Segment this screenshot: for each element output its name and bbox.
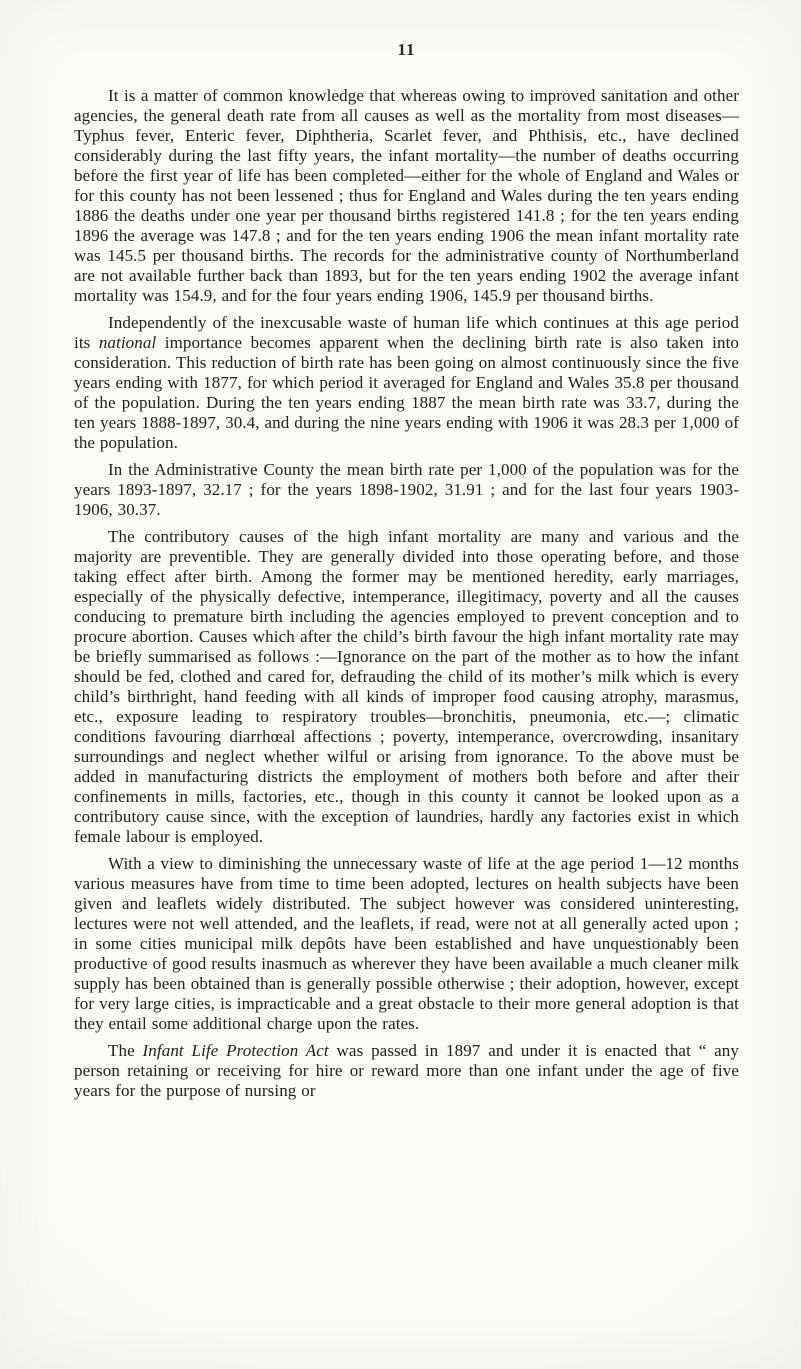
text-segment: importance becomes apparent when the declining birth rate is also taken into consideration. This reduction of birth rate has been going on almost continuously since the five years ending with 1877, for which period it averaged for England and Wales 35.8 per thousand of the population. During the ten years ending 1887 the mean birth rate was 33.7, during the ten years 1888-1897, 30.4, and during the nine years ending with 1906 it was 28.3 per 1,000 of the population.: [74, 333, 739, 452]
document-body: [74, 86, 739, 1101]
text-segment: With a view to diminishing the unnecessary waste of life at the age period 1—12 months various measures have from time to time been adopted, lectures on health subjects have been given and leaflets widely distributed. The subject however was considered uninteresting, lectures were not well attended, and the leaflets, if read, were not at all generally acted upon ; in some cities municipal milk depôts have been established and have unquestionably been productive of good results inasmuch as wherever they have been available a much cleaner milk supply has been obtained than is generally possible otherwise ; their adoption, however, except for very large cities, is impracticable and a great obstacle to their more general adoption is that they entail some additional charge upon the rates.: [74, 854, 739, 1033]
paragraph-measures-adopted: [74, 854, 739, 1034]
paragraph-infant-mortality-trends: [74, 86, 739, 306]
page-number: 11: [397, 40, 416, 59]
paragraph-infant-life-protection-act: [74, 1041, 739, 1101]
text-segment: It is a matter of common knowledge that whereas owing to improved sanitation and other agencies, the general death rate from all causes as well as the mortality from most diseases—Typhus fever, Enteric fever, Diphtheria, Scarlet fever, and Phthisis, etc., have declined considerably during the last fifty years, the infant mortality—the number of deaths occurring before the first year of life has been completed—either for the whole of England and Wales or for this county has not been lessened ; thus for England and Wales during the ten years ending 1886 the deaths under one year per thousand births registered 141.8 ; for the ten years ending 1896 the average was 147.8 ; and for the ten years ending 1906 the mean infant mortality rate was 145.5 per thousand births. The records for the administrative county of Northumberland are not available further back than 1893, but for the ten years ending 1902 the average infant mortality was 154.9, and for the four years ending 1906, 145.9 per thousand births.: [74, 86, 739, 305]
paragraph-administrative-county-birth-rate: [74, 460, 739, 520]
text-segment: The contributory causes of the high infant mortality are many and various and the majority are preventible. They are generally divided into those operating before, and those taking effect after birth. Among the former may be mentioned heredity, early marriages, especially of the physically defective, intemperance, illegitimacy, poverty and all the causes conducing to premature birth including the agencies employed to prevent conception and to procure abortion. Causes which after the child’s birth favour the high infant mortality rate may be briefly summarised as follows :—Ignorance on the part of the mother as to how the infant should be fed, clothed and cared for, defrauding the child of its mother’s milk which is every child’s birthright, hand feeding with all kinds of improper food causing atrophy, marasmus, etc., exposure leading to respiratory troubles—bronchitis, pneumonia, etc.—; climatic conditions favouring diarrhœal affections ; poverty, intemperance, overcrowding, insanitary surroundings and neglect whether wilful or arising from ignorance. To the above must be added in manufacturing districts the employment of mothers both before and after their confinements in mills, factories, etc., though in this county it cannot be looked upon as a contributory cause since, with the exception of laundries, hardly any factories exist in which female labour is employed.: [74, 527, 739, 846]
text-segment: In the Administrative County the mean birth rate per 1,000 of the population was for the years 1893-1897, 32.17 ; for the years 1898-1902, 31.91 ; and for the last four years 1903-1906, 30.37.: [74, 460, 739, 519]
italic-text-segment: Infant Life Protection Act: [142, 1041, 329, 1060]
text-segment: Independently of the inexcusable waste of human life which continues at this age period its: [74, 313, 739, 352]
text-segment: was passed in 1897 and under it is enacted that “ any person retaining or receiving for hire or reward more than one infant under the age of five years for the purpose of nursing or: [74, 1041, 739, 1100]
text-segment: The: [108, 1041, 143, 1060]
paragraph-declining-birth-rate: [74, 313, 739, 453]
paragraph-contributory-causes: [74, 527, 739, 847]
italic-text-segment: national: [98, 333, 157, 352]
